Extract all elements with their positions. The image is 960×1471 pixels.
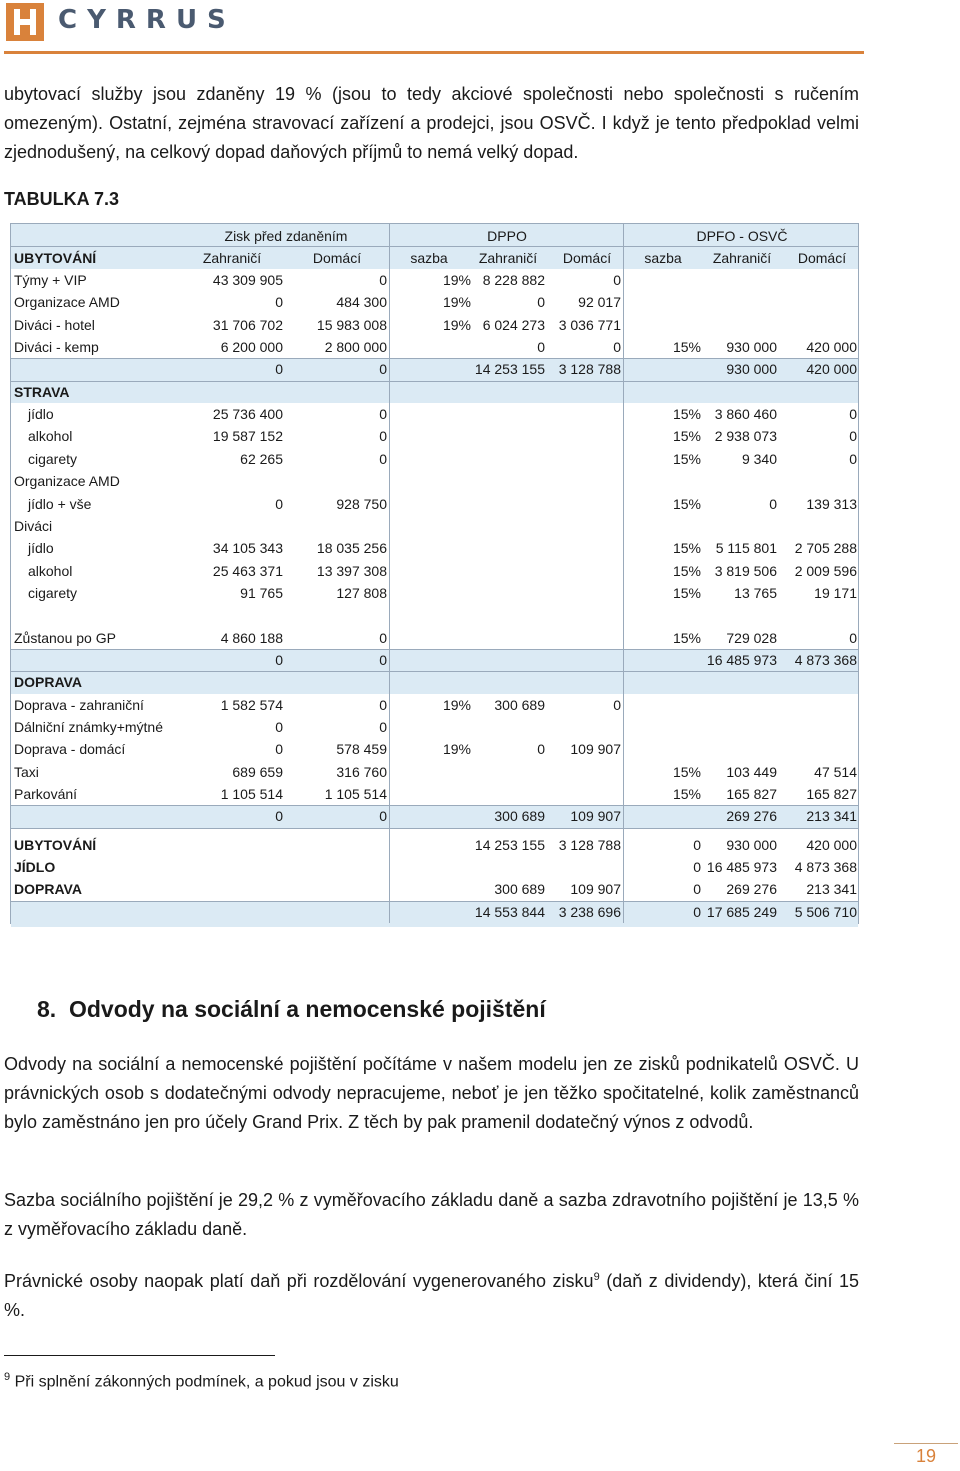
table-cell: 13 765 [734,584,777,601]
table-cell: 729 028 [726,629,777,646]
table-cell: 165 827 [726,786,777,803]
row-label: Organizace AMD [14,473,120,490]
subheader-dpfo-rate: sazba [644,250,682,266]
group-header-dpfo: DPFO - OSVČ [696,228,788,244]
table-cell: 0 [275,808,283,825]
table-cell: 62 265 [240,450,283,467]
table-cell: 2 938 073 [714,428,777,445]
page-number: 19 [915,1446,937,1466]
row-label: Parkování [14,786,78,803]
table-cell: 300 689 [494,808,545,825]
paragraph-rates: Sazba sociálního pojištění je 29,2 % z vyměřovacího základu daně a sazba zdravotního pojištění je 13,5 % z vyměřovacího základu daně. [4,1190,859,1239]
row-label: DOPRAVA [14,674,82,691]
table-cell: 578 459 [336,741,387,758]
table-cell: 15% [672,339,701,356]
paragraph-contributions: Odvody na sociální a nemocenské pojištění počítáme v našem modelu jen ze zisků podnikatelů OSVČ. U právnických osob s dodatečnými odvody nepracujeme, neboť je jen těžko spočitatelné, kolik zaměstnanců bylo zaměstnáno jen pro účely Grand Prix. Z těch by pak pramenil dodatečný výnos z odvodů. [4,1054,859,1132]
footnote [4,1366,399,1393]
table-cell: 165 827 [806,786,857,803]
table-cell: 19% [442,696,471,713]
table-cell: 25 463 371 [212,562,283,579]
subheader-dppo-domestic: Domácí [562,250,612,266]
table-cell: 0 [379,272,387,288]
table-cell: 92 017 [578,294,621,311]
table-cell: 420 000 [806,339,857,356]
table-cell: 6 024 273 [482,316,545,333]
table-cell: 0 [379,629,387,646]
subheader-dppo-foreign: Zahraničí [478,250,538,266]
intro-paragraph: ubytovací služby jsou zdaněny 19 % (jsou to tedy akciové společnosti nebo společnosti s ručením omezeným). Ostatní, zejména stravovací zařízení a prodejci, jsou OSVČ. I když je tento předpoklad velmi zjednodušený, na celkový dopad daňových příjmů to nemá velký dopad. [4,84,859,162]
row-label: cigarety [28,450,78,467]
logo-h-icon [6,3,44,41]
table-cell: 0 [769,495,777,512]
table-cell: 91 765 [240,584,283,601]
table-cell: 0 [379,450,387,467]
table-cell: 6 200 000 [220,339,283,356]
table-cell: 15% [672,450,701,467]
summary-cell: 3 128 788 [558,836,621,853]
footnote-rule [4,1355,275,1356]
table-cell: 2 800 000 [324,339,387,356]
subheader-dpfo-foreign: Zahraničí [712,250,772,266]
summary-cell: 14 553 844 [474,903,545,920]
group-header-profit: Zisk před zdaněním [224,228,348,244]
table-cell: 300 689 [494,696,545,713]
table-cell: 0 [379,719,387,735]
summary-cell: 0 [693,903,701,920]
row-label: Organizace AMD [14,294,120,311]
table-cell: 930 000 [726,339,777,356]
table-cell: 0 [275,495,283,512]
table-cell: 18 035 256 [316,540,387,557]
table-cell: 19 587 152 [212,428,283,445]
table-cell: 15% [672,629,701,646]
table-cell: 15% [672,562,701,579]
row-label: Doprava - domácí [14,741,126,758]
table-cell: 0 [275,719,283,735]
row-label: cigarety [28,584,78,601]
table-cell: 1 582 574 [220,696,283,713]
table-cell: 689 659 [232,763,283,780]
table-cell: 213 341 [806,808,857,825]
table-cell: 3 860 460 [714,406,777,423]
table-cell: 31 706 702 [212,316,283,333]
table-cell: 0 [613,339,621,356]
table-cell: 5 115 801 [715,540,777,557]
row-label: Diváci - kemp [14,339,99,356]
table-cell: 3 128 788 [558,361,621,378]
table-cell: 0 [849,629,857,646]
table-cell: 4 873 368 [794,651,857,668]
summary-label: JÍDLO [14,859,56,876]
table-cell: 0 [849,406,857,423]
table-cell: 16 485 973 [706,651,777,668]
dividends-text-after: (daň z dividendy), která činí 15 %. [4,1271,859,1320]
footnote-ref[interactable]: 9 [593,1271,600,1283]
row-label: Dálniční známky+mýtné [14,719,164,735]
row-label: Diváci [14,517,53,534]
footnote-marker: 9 [4,1371,11,1383]
table-cell: 0 [379,808,387,825]
table-cell: 0 [275,741,283,758]
table-cell: 15% [672,584,701,601]
summary-cell: 14 253 155 [474,836,545,853]
table-cell: 0 [379,696,387,713]
summary-cell: 4 873 368 [794,859,857,876]
row-band [11,671,858,693]
table-cell: 109 907 [570,808,621,825]
table-cell: 0 [379,651,387,668]
table-cell: 0 [379,406,387,423]
column-divider-dpfo [623,224,624,923]
summary-cell: 5 506 710 [794,903,857,920]
row-divider [11,671,858,672]
tax-table [10,223,859,924]
summary-cell: 16 485 973 [706,859,777,876]
table-cell: 0 [379,361,387,378]
table-cell: 2 705 288 [794,540,857,557]
section-heading [37,996,546,1023]
table-cell: 0 [537,339,545,356]
table-cell: 0 [849,428,857,445]
table-cell: 15 983 008 [316,316,387,333]
table-cell: 3 036 771 [558,316,621,333]
table-cell: 0 [537,294,545,311]
footnote-text: Při splnění zákonných podmínek, a pokud jsou v zisku [10,1373,399,1391]
section-number: 8. [37,996,57,1022]
summary-cell: 269 276 [726,881,777,898]
summary-cell: 0 [693,859,701,876]
table-cell: 0 [379,428,387,445]
table-cell: 9 340 [741,450,777,467]
summary-cell: 0 [693,836,701,853]
column-divider-dppo [389,224,390,923]
subheader-foreign: Zahraničí [202,250,262,266]
table-cell: 13 397 308 [316,562,387,579]
table-cell: 0 [537,741,545,758]
table-cell: 19% [442,272,471,288]
section-title: Odvody na sociální a nemocenské pojištění [68,996,546,1022]
table-cell: 127 808 [336,584,387,601]
table-cell: 1 105 514 [324,786,387,803]
row-band [11,381,858,403]
table-cell: 15% [672,786,701,803]
row-label: Diváci - hotel [14,316,95,333]
subheader-dpfo-domestic: Domácí [797,250,847,266]
table-cell: 0 [849,450,857,467]
table-cell: 103 449 [726,763,777,780]
summary-cell: 930 000 [726,836,777,853]
dividends-text-before: Právnické osoby naopak platí daň při rozdělování vygenerovaného zisku [4,1271,594,1291]
table-cell: 15% [672,406,701,423]
header-rule [4,51,864,54]
page-number-rule [894,1443,958,1444]
table-cell: 2 009 596 [794,562,857,579]
summary-cell: 109 907 [570,881,621,898]
table-cell: 928 750 [336,495,387,512]
brand-name: CYRRUS [58,5,236,35]
table-caption: TABULKA 7.3 [4,189,120,209]
row-label: Taxi [14,763,39,780]
summary-label: DOPRAVA [14,881,82,898]
table-cell: 47 514 [814,763,857,780]
summary-label: UBYTOVÁNÍ [14,836,97,853]
table-cell: 0 [613,696,621,713]
row-label: Týmy + VIP [14,272,87,288]
summary-cell: 0 [693,881,701,898]
row-label: Zůstanou po GP [14,629,116,646]
table-cell: 34 105 343 [212,540,283,557]
row-label: alkohol [28,562,73,579]
row-divider [11,381,858,382]
table-cell: 139 313 [806,495,857,512]
subheader-domestic: Domácí [312,250,362,266]
table-cell: 15% [672,428,701,445]
row-label: jídlo + vše [28,495,92,512]
row-label: STRAVA [14,383,70,400]
table-cell: 484 300 [336,294,387,311]
subheader-rate: sazba [410,250,448,266]
summary-cell: 3 238 696 [558,903,621,920]
summary-cell: 420 000 [806,836,857,853]
table-cell: 14 253 155 [474,361,545,378]
table-cell: 15% [672,763,701,780]
summary-divider [11,828,858,829]
table-cell: 1 105 514 [220,786,283,803]
summary-cell: 17 685 249 [706,903,777,920]
summary-cell: 213 341 [806,881,857,898]
paragraph-dividends [4,1263,859,1325]
table-cell: 8 228 882 [482,272,545,288]
group-header-dppo: DPPO [487,228,527,244]
table-cell: 316 760 [336,763,387,780]
summary-cell: 300 689 [494,881,545,898]
row-label: jídlo [28,540,54,557]
table-cell: 0 [275,651,283,668]
row-label: jídlo [28,406,54,423]
table-cell: 19% [442,316,471,333]
table-cell: 0 [275,294,283,311]
table-cell: 19% [442,741,471,758]
table-cell: 15% [672,540,701,557]
table-cell: 3 819 506 [714,562,777,579]
logo-mark [6,3,44,41]
table-cell: 43 309 905 [212,272,283,288]
subheader-section: UBYTOVÁNÍ [14,250,97,266]
table-cell: 19 171 [814,584,857,601]
table-cell: 25 736 400 [212,406,283,423]
row-label: alkohol [28,428,73,445]
table-cell: 19% [442,294,471,311]
table-cell: 930 000 [726,361,777,378]
table-cell: 4 860 188 [220,629,283,646]
table-cell: 15% [672,495,701,512]
table-cell: 420 000 [806,361,857,378]
table-cell: 0 [275,361,283,378]
table-cell: 109 907 [570,741,621,758]
table-cell: 269 276 [726,808,777,825]
table-cell: 0 [613,272,621,288]
row-label: Doprava - zahraniční [14,696,144,713]
